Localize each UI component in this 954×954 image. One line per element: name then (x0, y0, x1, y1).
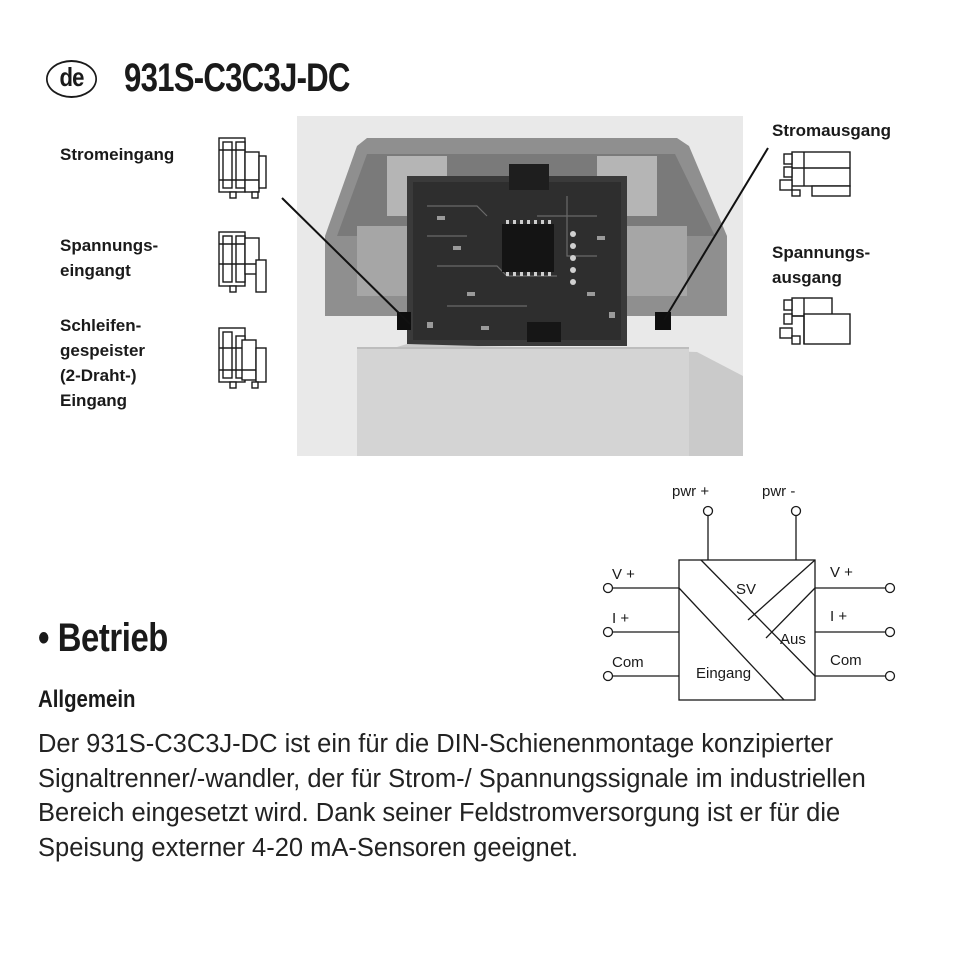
label-voltage-input: Spannungs- eingangt (60, 236, 159, 280)
label-right-com: Com (830, 652, 862, 669)
loop-powered-input-jumper-icon (216, 326, 268, 390)
label-current-input: Stromeingang (60, 145, 175, 164)
label-current-output: Stromausgang (772, 121, 892, 140)
label-right-i-plus: I + (830, 608, 848, 625)
language-code: de (59, 62, 84, 92)
label-left-com: Com (612, 654, 644, 671)
section-title: • Betrieb (38, 616, 168, 660)
label-left-v-plus: V + (612, 566, 635, 583)
current-output-jumper-icon (778, 150, 854, 200)
label-block-aus: Aus (780, 631, 806, 648)
device-board-photo (297, 116, 743, 456)
signal-block-diagram (598, 478, 910, 710)
language-badge (46, 60, 97, 98)
label-right-v-plus: V + (830, 564, 853, 581)
subsection-title: Allgemein (38, 686, 136, 713)
current-input-jumper-icon (216, 136, 268, 200)
label-block-sv: SV (736, 581, 757, 598)
voltage-input-jumper-icon (216, 230, 268, 294)
label-pwr-plus: pwr + (672, 483, 710, 500)
label-left-i-plus: I + (612, 610, 630, 627)
label-block-eingang: Eingang (696, 665, 752, 682)
body-paragraph: Der 931S-C3C3J-DC ist ein für die DIN-Schienenmontage konzipierter Signaltrenner/-wandler, der für Strom-/ Spannungssignale im industriellen Bereich eingesetzt wird. Dank seiner Feldstromversorgung ist er für die Speisung externer 4-20 mA-Sensoren geeignet. (38, 730, 866, 862)
label-loop-powered-input: Schleifen- gespeister (2-Draht-) Eingang (60, 316, 146, 410)
model-title: 931S-C3C3J-DC (124, 56, 350, 100)
label-voltage-output: Spannungs- ausgang (772, 243, 871, 287)
label-pwr-minus: pwr - (762, 483, 796, 500)
voltage-output-jumper-icon (778, 296, 854, 348)
